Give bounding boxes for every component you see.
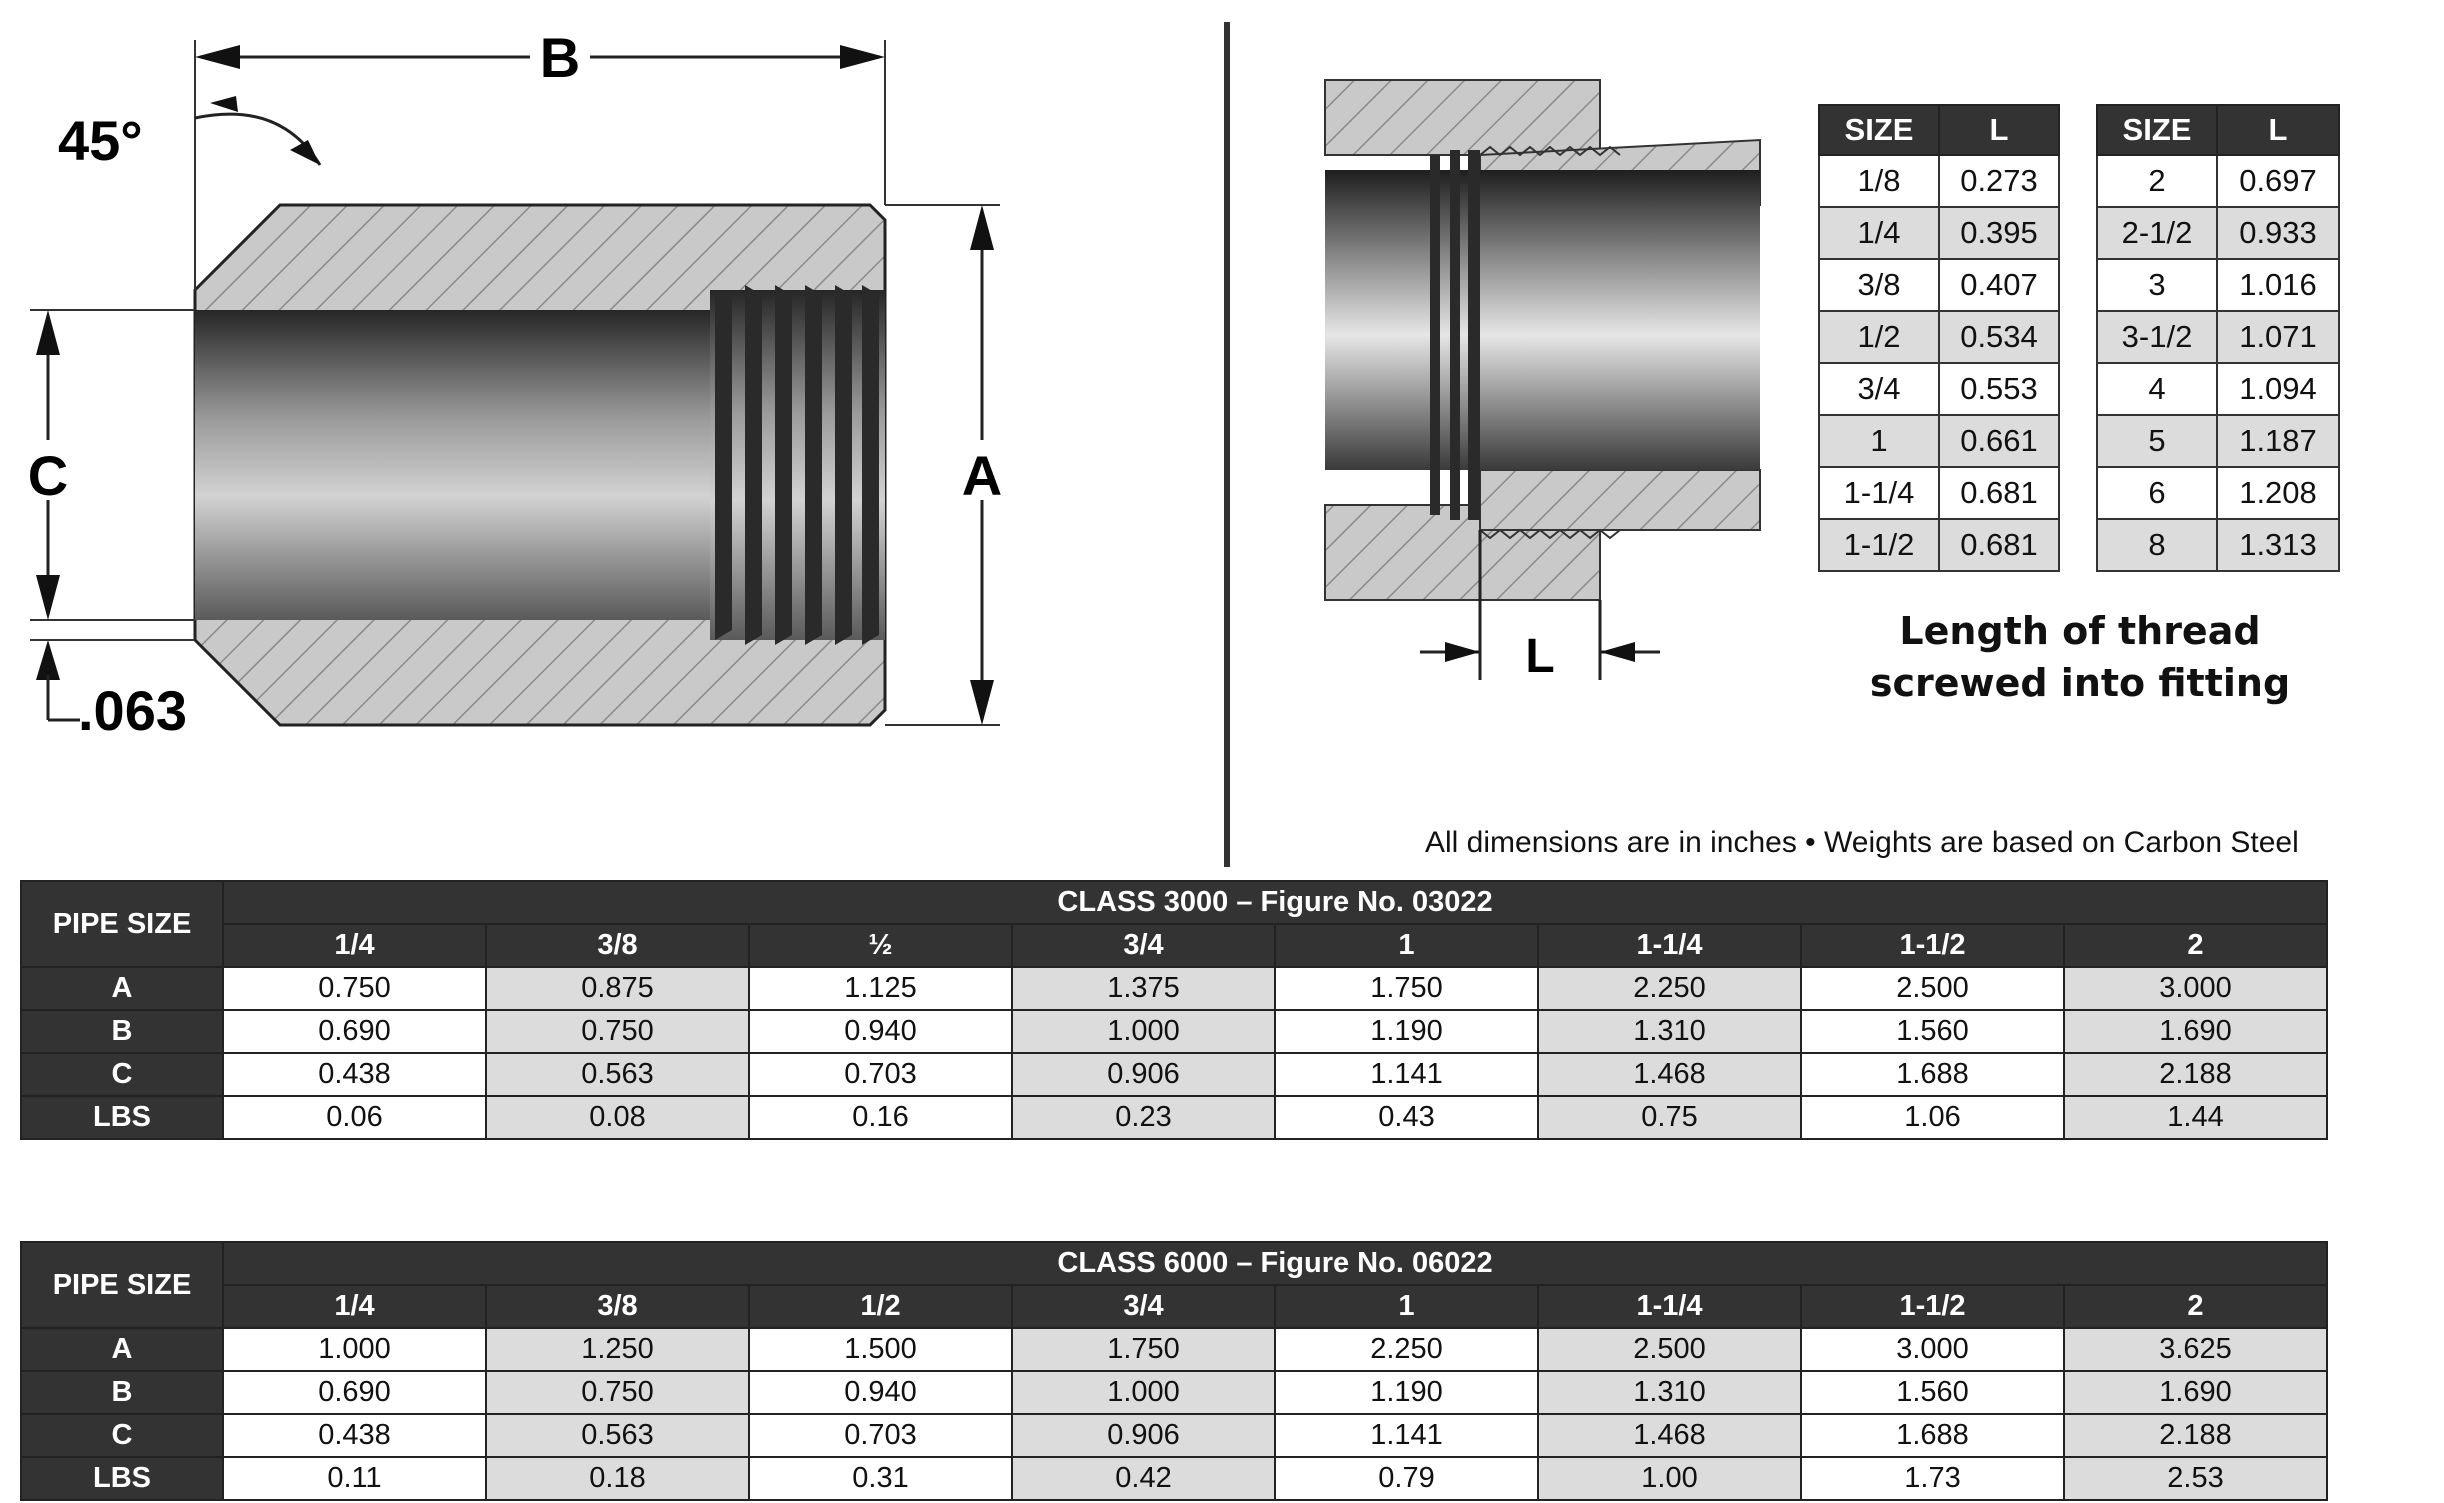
value-cell: 0.31	[749, 1457, 1012, 1500]
row-label: LBS	[21, 1457, 223, 1500]
size-cell: 1/4	[1819, 207, 1939, 259]
table-row	[21, 1414, 2327, 1457]
value-cell: 0.438	[223, 1414, 486, 1457]
dimension-a-label: A	[961, 444, 1003, 507]
size-cell: 2-1/2	[2097, 207, 2217, 259]
value-cell: 1.468	[1538, 1053, 1801, 1096]
length-cell: 1.313	[2217, 519, 2339, 571]
value-cell: 0.11	[223, 1457, 486, 1500]
dimension-c-label: C	[27, 444, 69, 507]
value-cell: 0.42	[1012, 1457, 1275, 1500]
class-3000-title: CLASS 3000 – Figure No. 03022	[223, 881, 2327, 924]
value-cell: 0.23	[1012, 1096, 1275, 1139]
value-cell: 1.00	[1538, 1457, 1801, 1500]
value-cell: 1.375	[1012, 967, 1275, 1010]
thread-grooves	[710, 285, 885, 645]
pipe-size-header: PIPE SIZE	[21, 1242, 223, 1328]
size-cell: 3/8	[1819, 259, 1939, 311]
size-cell: 6	[2097, 467, 2217, 519]
thread-engagement-drawing	[1300, 60, 1780, 700]
length-cell: 0.553	[1939, 363, 2059, 415]
thread-caption-line-2: screwed into fitting	[1869, 661, 2291, 705]
length-cell: 1.094	[2217, 363, 2339, 415]
table-row	[2097, 207, 2339, 259]
table-row	[2097, 259, 2339, 311]
bevel-dimension-label: .063	[78, 679, 187, 742]
value-cell: 0.06	[223, 1096, 486, 1139]
size-cell: 1/8	[1819, 155, 1939, 207]
value-cell: 2.500	[1538, 1328, 1801, 1371]
value-cell: 1.141	[1275, 1414, 1538, 1457]
table-row	[2097, 467, 2339, 519]
size-cell: 3/4	[1819, 363, 1939, 415]
units-note: All dimensions are in inches • Weights are based on Carbon Steel	[1425, 826, 2299, 859]
thread-caption-line-1: Length of thread	[1899, 609, 2261, 653]
value-cell: 1.560	[1801, 1010, 2064, 1053]
thread-length-table-2	[2096, 104, 2340, 572]
row-label: A	[21, 1328, 223, 1371]
size-header: 1-1/4	[1538, 924, 1801, 967]
row-label: B	[21, 1371, 223, 1414]
value-cell: 1.141	[1275, 1053, 1538, 1096]
size-header: 1/2	[749, 1285, 1012, 1328]
size-cell: 3	[2097, 259, 2217, 311]
table-row	[1819, 519, 2059, 571]
row-label: A	[21, 967, 223, 1010]
table-row	[2097, 363, 2339, 415]
size-header: 1-1/4	[1538, 1285, 1801, 1328]
value-cell: 0.906	[1012, 1053, 1275, 1096]
table-row	[21, 967, 2327, 1010]
size-cell: 5	[2097, 415, 2217, 467]
row-label: LBS	[21, 1096, 223, 1139]
value-cell: 0.940	[749, 1371, 1012, 1414]
length-cell: 0.534	[1939, 311, 2059, 363]
table-row	[1819, 311, 2059, 363]
size-cell: 4	[2097, 363, 2217, 415]
value-cell: 1.06	[1801, 1096, 2064, 1139]
value-cell: 0.750	[223, 967, 486, 1010]
table-row	[2097, 519, 2339, 571]
pipe-size-header: PIPE SIZE	[21, 881, 223, 967]
class-6000-dimension-table	[20, 1241, 2328, 1501]
table-row	[21, 1096, 2327, 1139]
size-header: 1/4	[223, 1285, 486, 1328]
value-cell: 1.560	[1801, 1371, 2064, 1414]
size-header: 3/8	[486, 1285, 749, 1328]
value-cell: 1.250	[486, 1328, 749, 1371]
size-cell: 1-1/2	[1819, 519, 1939, 571]
value-cell: 1.688	[1801, 1414, 2064, 1457]
value-cell: 2.250	[1275, 1328, 1538, 1371]
value-cell: 2.188	[2064, 1053, 2327, 1096]
length-cell: 0.933	[2217, 207, 2339, 259]
value-cell: 1.688	[1801, 1053, 2064, 1096]
row-label: C	[21, 1053, 223, 1096]
table-row	[21, 1371, 2327, 1414]
value-cell: 1.190	[1275, 1010, 1538, 1053]
size-header: 2	[2064, 1285, 2327, 1328]
value-cell: 1.000	[1012, 1371, 1275, 1414]
value-cell: 0.563	[486, 1414, 749, 1457]
angle-45-label: 45°	[58, 109, 143, 172]
length-cell: 0.697	[2217, 155, 2339, 207]
size-cell: 2	[2097, 155, 2217, 207]
value-cell: 2.250	[1538, 967, 1801, 1010]
size-header: 1/4	[223, 924, 486, 967]
value-cell: 0.08	[486, 1096, 749, 1139]
size-header: 2	[2064, 924, 2327, 967]
value-cell: 0.563	[486, 1053, 749, 1096]
value-cell: 3.625	[2064, 1328, 2327, 1371]
dimension-l-label: L	[1525, 630, 1555, 683]
value-cell: 0.875	[486, 967, 749, 1010]
value-cell: 1.44	[2064, 1096, 2327, 1139]
size-header: 1-1/2	[1801, 1285, 2064, 1328]
length-cell: 1.208	[2217, 467, 2339, 519]
length-header: L	[2217, 105, 2339, 155]
thread-caption	[1820, 605, 2340, 709]
value-cell: 0.43	[1275, 1096, 1538, 1139]
value-cell: 1.750	[1275, 967, 1538, 1010]
table-row	[21, 1328, 2327, 1371]
table-row	[21, 1010, 2327, 1053]
value-cell: 0.79	[1275, 1457, 1538, 1500]
size-header: 1-1/2	[1801, 924, 2064, 967]
value-cell: 1.690	[2064, 1010, 2327, 1053]
value-cell: 0.750	[486, 1010, 749, 1053]
value-cell: 0.750	[486, 1371, 749, 1414]
thread-length-table-1	[1818, 104, 2060, 572]
size-header: 3/4	[1012, 924, 1275, 967]
table-row	[2097, 311, 2339, 363]
table-row	[1819, 207, 2059, 259]
value-cell: 1.125	[749, 967, 1012, 1010]
value-cell: 1.310	[1538, 1371, 1801, 1414]
row-label: B	[21, 1010, 223, 1053]
table-row	[1819, 467, 2059, 519]
value-cell: 1.750	[1012, 1328, 1275, 1371]
length-cell: 0.395	[1939, 207, 2059, 259]
size-header: 1	[1275, 1285, 1538, 1328]
table-row	[2097, 415, 2339, 467]
table-row	[1819, 155, 2059, 207]
value-cell: 0.16	[749, 1096, 1012, 1139]
value-cell: 0.703	[749, 1414, 1012, 1457]
size-header: 3/4	[1012, 1285, 1275, 1328]
value-cell: 1.190	[1275, 1371, 1538, 1414]
value-cell: 2.500	[1801, 967, 2064, 1010]
section-divider	[1224, 22, 1230, 867]
length-cell: 0.661	[1939, 415, 2059, 467]
value-cell: 0.703	[749, 1053, 1012, 1096]
value-cell: 3.000	[1801, 1328, 2064, 1371]
value-cell: 0.906	[1012, 1414, 1275, 1457]
table-row	[21, 1053, 2327, 1096]
length-cell: 1.016	[2217, 259, 2339, 311]
size-cell: 1/2	[1819, 311, 1939, 363]
value-cell: 1.690	[2064, 1371, 2327, 1414]
table-row	[2097, 155, 2339, 207]
size-header: SIZE	[2097, 105, 2217, 155]
length-cell: 0.407	[1939, 259, 2059, 311]
length-header: L	[1939, 105, 2059, 155]
table-row	[1819, 415, 2059, 467]
size-cell: 1	[1819, 415, 1939, 467]
size-cell: 3-1/2	[2097, 311, 2217, 363]
value-cell: 0.438	[223, 1053, 486, 1096]
value-cell: 0.690	[223, 1371, 486, 1414]
row-label: C	[21, 1414, 223, 1457]
value-cell: 2.188	[2064, 1414, 2327, 1457]
table-row	[21, 1457, 2327, 1500]
size-header: SIZE	[1819, 105, 1939, 155]
table-row	[1819, 259, 2059, 311]
value-cell: 0.18	[486, 1457, 749, 1500]
value-cell: 3.000	[2064, 967, 2327, 1010]
length-cell: 0.681	[1939, 467, 2059, 519]
class-6000-title: CLASS 6000 – Figure No. 06022	[223, 1242, 2327, 1285]
class-3000-dimension-table	[20, 880, 2328, 1140]
value-cell: 1.000	[223, 1328, 486, 1371]
value-cell: 0.940	[749, 1010, 1012, 1053]
size-cell: 8	[2097, 519, 2217, 571]
value-cell: 2.53	[2064, 1457, 2327, 1500]
table-row	[1819, 363, 2059, 415]
length-cell: 0.681	[1939, 519, 2059, 571]
size-header: ½	[749, 924, 1012, 967]
dimension-b-label: B	[539, 26, 581, 89]
value-cell: 0.690	[223, 1010, 486, 1053]
size-cell: 1-1/4	[1819, 467, 1939, 519]
length-cell: 0.273	[1939, 155, 2059, 207]
value-cell: 1.73	[1801, 1457, 2064, 1500]
half-coupling-section-drawing	[0, 0, 1200, 780]
value-cell: 0.75	[1538, 1096, 1801, 1139]
value-cell: 1.500	[749, 1328, 1012, 1371]
value-cell: 1.310	[1538, 1010, 1801, 1053]
value-cell: 1.000	[1012, 1010, 1275, 1053]
length-cell: 1.187	[2217, 415, 2339, 467]
size-header: 3/8	[486, 924, 749, 967]
size-header: 1	[1275, 924, 1538, 967]
length-cell: 1.071	[2217, 311, 2339, 363]
value-cell: 1.468	[1538, 1414, 1801, 1457]
